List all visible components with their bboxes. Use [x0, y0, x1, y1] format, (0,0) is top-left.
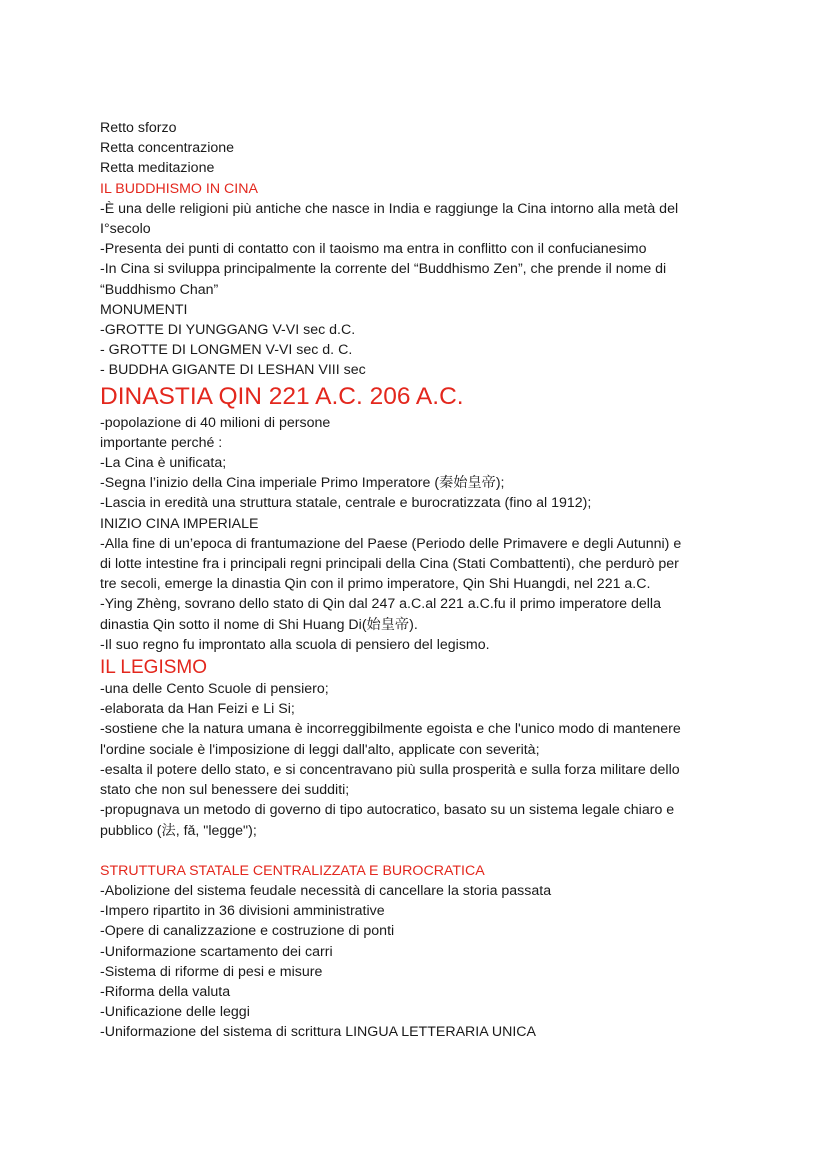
text-line: -Presenta dei punti di contatto con il taoismo ma entra in conflitto con il confucianesimo [100, 241, 647, 258]
text-line: -Opere di canalizzazione e costruzione di ponti [100, 923, 395, 940]
document-page [100, 118, 740, 1043]
text-line: l'ordine sociale è l'imposizione di leggi dall'alto, applicate con severità; [100, 741, 540, 758]
text-line: -Lascia in eredità una struttura statale, centrale e burocratizzata (fino al 1912); [100, 495, 592, 512]
text-line: -Impero ripartito in 36 divisioni amministrative [100, 903, 385, 920]
text-line: -una delle Cento Scuole di pensiero; [100, 681, 329, 698]
blank-line [100, 841, 740, 861]
text-line: MONUMENTI [100, 301, 188, 318]
text-line: -È una delle religioni più antiche che nasce in India e raggiunge la Cina intorno alla metà del [100, 200, 679, 217]
text-line: -Il suo regno fu improntato alla scuola di pensiero del legismo. [100, 636, 490, 653]
section-buddhismo [100, 199, 740, 381]
text-line: -Unificazione delle leggi [100, 1004, 250, 1021]
text-line: INIZIO CINA IMPERIALE [100, 515, 259, 532]
text-line: Retto sforzo [100, 120, 177, 136]
section-intro [100, 118, 740, 179]
text-line: -elaborata da Han Feizi e Li Si; [100, 701, 295, 718]
text-line: Retta meditazione [100, 160, 215, 177]
text-line: - GROTTE DI LONGMEN V-VI sec d. C. [100, 342, 353, 359]
text-line: -Uniformazione scartamento dei carri [100, 943, 333, 960]
heading-struttura: STRUTTURA STATALE CENTRALIZZATA E BUROCRATICA [100, 862, 485, 879]
text-line: tre secoli, emerge la dinastia Qin con il primo imperatore, Qin Shi Huangdi, nel 221 a.C. [100, 576, 651, 593]
text-line: -Ying Zhèng, sovrano dello stato di Qin dal 247 a.C.al 221 a.C.fu il primo imperatore della [100, 596, 661, 613]
text-line: -esalta il potere dello stato, e si concentravano più sulla prosperità e sulla forza militare dello [100, 761, 680, 778]
text-line: pubblico (法, fǎ, "legge"); [100, 822, 257, 839]
text-line: -Riforma della valuta [100, 983, 231, 1000]
text-line: stato che non sul benessere dei sudditi; [100, 782, 350, 799]
text-line: -GROTTE DI YUNGGANG V-VI sec d.C. [100, 322, 356, 339]
text-line: -Segna l’inizio della Cina imperiale Primo Imperatore (秦始皇帝); [100, 475, 505, 492]
text-line: -Sistema di riforme di pesi e misure [100, 963, 323, 980]
heading-legismo: IL LEGISMO [100, 657, 207, 679]
text-line: -In Cina si sviluppa principalmente la corrente del “Buddhismo Zen”, che prende il nome di [100, 261, 667, 278]
section-qin [100, 413, 740, 655]
text-line: importante perché : [100, 434, 223, 451]
heading-buddhismo: IL BUDDHISMO IN CINA [100, 180, 258, 197]
text-line: di lotte intestine fra i principali regni principali della Cina (Stati Combattenti), che perdurò per [100, 556, 679, 573]
text-line: I°secolo [100, 221, 151, 238]
heading-dinastia-qin: DINASTIA QIN 221 A.C. 206 A.C. [100, 382, 464, 410]
text-line: -sostiene che la natura umana è incorreggibilmente egoista e che l'unico modo di mantenere [100, 721, 681, 738]
text-line: -popolazione di 40 milioni di persone [100, 414, 331, 431]
text-line: -propugnava un metodo di governo di tipo autocratico, basato su un sistema legale chiaro e [100, 802, 675, 819]
text-line: Retta concentrazione [100, 140, 235, 157]
section-legismo [100, 679, 740, 841]
text-line: dinastia Qin sotto il nome di Shi Huang Di(始皇帝). [100, 616, 418, 633]
text-line: -Abolizione del sistema feudale necessità di cancellare la storia passata [100, 882, 552, 899]
text-line: -La Cina è unificata; [100, 455, 227, 472]
text-line: “Buddhismo Chan” [100, 281, 219, 298]
text-line: -Alla fine di un’epoca di frantumazione del Paese (Periodo delle Primavere e degli Autunni) e [100, 535, 682, 552]
text-line: -Uniformazione del sistema di scrittura LINGUA LETTERARIA UNICA [100, 1024, 537, 1041]
text-line: - BUDDHA GIGANTE DI LESHAN VIII sec [100, 362, 366, 379]
section-struttura [100, 881, 740, 1043]
